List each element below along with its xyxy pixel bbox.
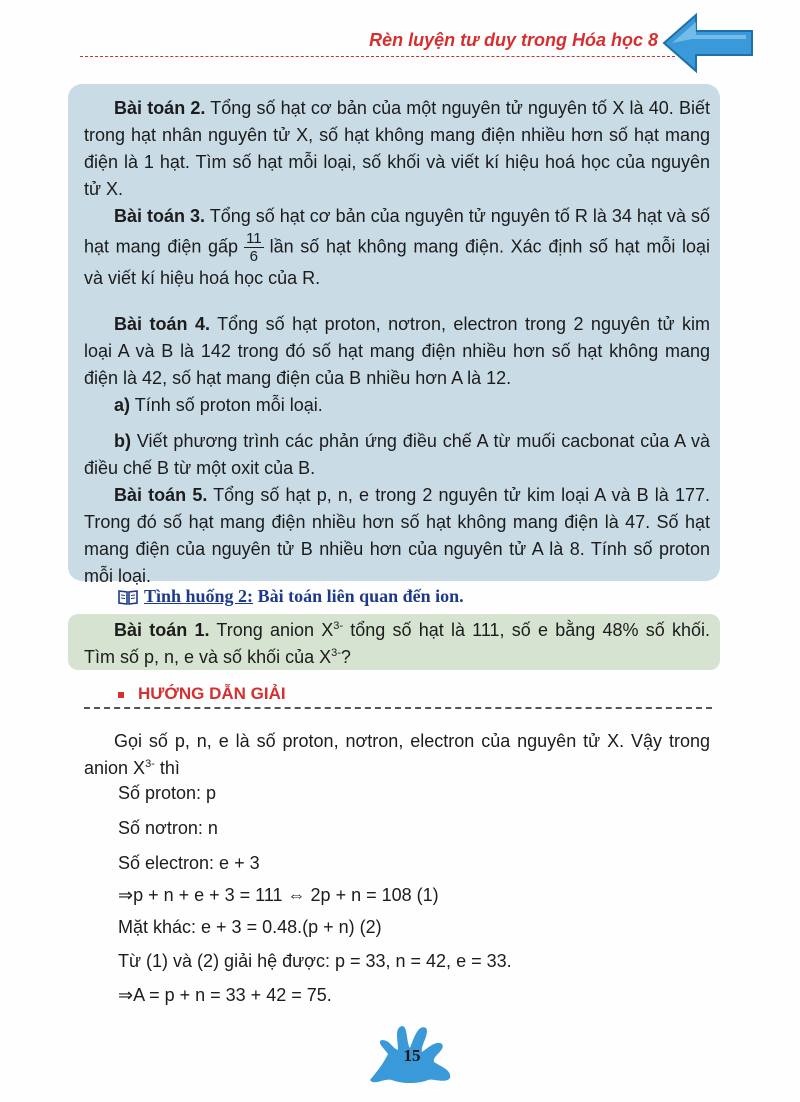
problem-3: Bài toán 3. Tổng số hạt cơ bản của nguyên tử nguyên tố R là 34 hạt và số hạt mang điện gấp $\frac{11}{6}$ lần số hạt không mang điện. Xác định số hạt mỗi loại và viết kí hiệu hoá học của R. <box>84 206 710 288</box>
header-dashed-line <box>80 56 675 57</box>
solution-line-1: Số proton: p <box>118 783 217 803</box>
problem-5: Bài toán 5. Tổng số hạt p, n, e trong 2 nguyên tử kim loại A và B là 177. Trong đó số hạt mang điện nhiều hơn số hạt không mang điện là 47. Số hạt mang điện của nguyên tử B nhiều hơn của nguyên tử A là 8. Tính số proton mỗi loại. <box>84 485 710 586</box>
guide-dashed-divider <box>84 707 712 709</box>
solution-line-4: ⇒p + n + e + 3 = 111 ⇔ 2p + n = 108 (1) <box>118 885 439 905</box>
page-number-badge <box>362 1020 472 1092</box>
page-number: 15 <box>403 1046 421 1065</box>
back-arrow-icon <box>662 12 754 74</box>
square-bullet-icon <box>118 692 124 698</box>
solution-guide-heading: HƯỚNG DẪN GIẢI <box>118 684 286 704</box>
ion-problem-1: Bài toán 1. Trong anion $X^{3-}$ tổng số hạt là 111, số e bằng 48% số khối. Tìm số p, n, e và số khối của $X^{3-}$? <box>84 620 710 667</box>
solution-line-7: ⇒A = p + n = 33 + 42 = 75. <box>118 985 332 1005</box>
problem-4-part-b: b) Viết phương trình các phản ứng điều chế A từ muối cacbonat của A và điều chế B từ một oxit của B. <box>84 431 710 478</box>
situation-heading: Tình huống 2: Bài toán liên quan đến ion. <box>118 586 464 607</box>
fraction: $\frac{11}{6}$ <box>246 230 262 265</box>
problem-4-part-a: a) Tính số proton mỗi loại. <box>114 395 323 415</box>
book-icon <box>118 589 138 605</box>
solution-line-6: Từ (1) và (2) giải hệ được: p = 33, n = 42, e = 33. <box>118 951 512 971</box>
problem-4: Bài toán 4. Tổng số hạt proton, nơtron, electron trong 2 nguyên tử kim loại A và B là 142 trong đó số hạt mang điện nhiều hơn số hạt không mang điện là 42, số hạt mang điện của B nhiều hơn A là 12. <box>84 314 710 388</box>
solution-line-5: Mặt khác: e + 3 = 0.48.(p + n) (2) <box>118 917 382 937</box>
solution-line-2: Số nơtron: n <box>118 818 218 838</box>
problem-2: Bài toán 2. Tổng số hạt cơ bản của một nguyên tử nguyên tố X là 40. Biết trong hạt nhân nguyên tử X, số hạt không mang điện nhiều hơn số hạt mang điện là 1 hạt. Tìm số hạt mỗi loại, số khối và viết kí hiệu hoá học của nguyên tử X. <box>84 98 710 199</box>
solution-intro: Gọi số p, n, e là số proton, nơtron, electron của nguyên tử X. Vậy trong anion $X^{3-}$ thì <box>84 731 710 778</box>
solution-line-3: Số electron: e + 3 <box>118 853 260 873</box>
running-header-title: Rèn luyện tư duy trong Hóa học 8 <box>369 30 658 50</box>
